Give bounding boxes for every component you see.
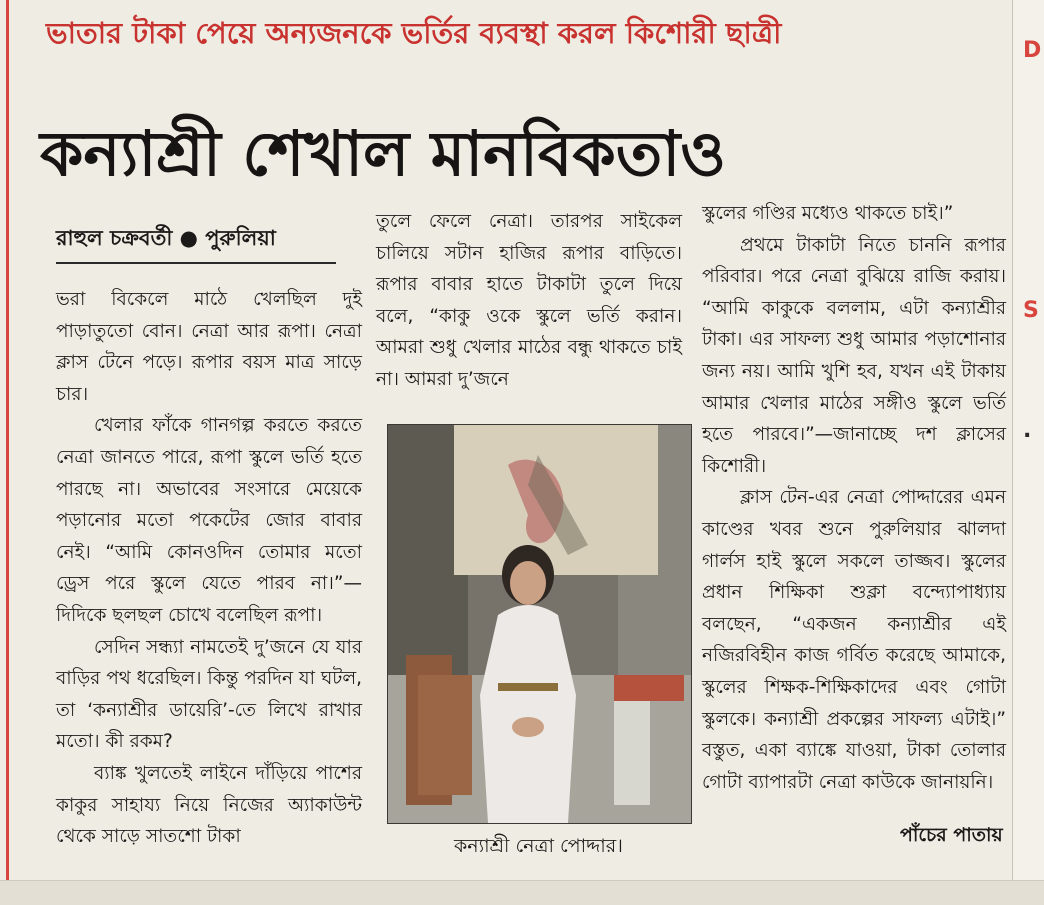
- page-margin-rule: [6, 0, 9, 904]
- article-column-1: [56, 284, 362, 853]
- article-headline: কন্যাশ্রী শেখাল মানবিকতাও: [40, 117, 726, 190]
- photo-caption: কন্যাশ্রী নেত্রা পোদ্দার।: [454, 835, 623, 857]
- paper-bottom-edge: [0, 880, 1044, 905]
- article-paragraph: ভরা বিকেলে মাঠে খেলছিল দুই পাড়াতুতো বোন। নেত্রা আর রূপা। নেত্রা ক্লাস টেনে পড়ে। রূপার বয়স মাত্র সাড়ে চার।: [56, 289, 362, 405]
- adjacent-page-fragment: D: [1023, 38, 1042, 63]
- adjacent-page-fragment: .: [1023, 418, 1032, 443]
- article-paragraph: খেলার ফাঁকে গানগল্প করতে করতে নেত্রা জানতে পারে, রূপা স্কুলে ভর্তি হতে পারছে না। অভাবের সংসারে মেয়েকে পড়ানোর মতো পকেটের জোর বাবার নেই। “আমি কোনওদিন তোমার মতো ড্রেস পরে স্কুলে যেতে পারব না।”—দিদিকে ছলছল চোখে বলেছিল রূপা।: [56, 415, 362, 626]
- article-column-2: [376, 206, 682, 396]
- adjacent-page-edge: [1012, 0, 1044, 904]
- article-photo: [387, 424, 692, 824]
- article-kicker: ভাতার টাকা পেয়ে অন্যজনকে ভর্তির ব্যবস্থা করল কিশোরী ছাত্রী: [46, 16, 782, 50]
- article-paragraph: ব্যাঙ্ক খুলতেই লাইনে দাঁড়িয়ে পাশের কাকুর সাহায্য নিয়ে নিজের অ্যাকাউন্ট থেকে সাড়ে সাতশো টাকা: [56, 762, 362, 848]
- article-paragraph: প্রথমে টাকাটা নিতে চাননি রূপার পরিবার। পরে নেত্রা বুঝিয়ে রাজি করায়। “আমি কাকুকে বললাম, এটা কন্যাশ্রীর টাকা। এর সাফল্য শুধু আমার পড়াশোনার জন্য নয়। আমি খুশি হব, যখন এই টাকায় আমার খেলার মাঠের সঙ্গীও স্কুলে ভর্তি হতে পারবে।”—জানাচ্ছে দশ ক্লাসের কিশোরী।: [702, 234, 1006, 477]
- article-paragraph: স্কুলের গণ্ডির মধ্যেও থাকতে চাই।”: [702, 203, 954, 224]
- girl-photo-illustration: [388, 425, 691, 823]
- adjacent-page-fragment: S: [1023, 298, 1039, 323]
- article-column-3: [702, 198, 1006, 798]
- article-paragraph: ক্লাস টেন-এর নেত্রা পোদ্দারের এমন কাণ্ডের খবর শুনে পুরুলিয়ার ঝালদা গার্লস হাই স্কুলে সকলে তাজ্জব। স্কুলের প্রধান শিক্ষিকা শুক্লা বন্দ্যোপাধ্যায় বলছেন, “একজন কন্যাশ্রীর এই নজিরবিহীন কাজ গর্বিত করেছে আমাকে, স্কুলের শিক্ষক-শিক্ষিকাদের এবং গোটা স্কুলকে। কন্যাশ্রী প্রকল্পের সাফল্য এটাই।” বস্তুত, একা ব্যাঙ্কে যাওয়া, টাকা তোলার গোটা ব্যাপারটা নেত্রা কাউকে জানায়নি।: [702, 487, 1006, 793]
- continued-on-page: পাঁচের পাতায়: [900, 824, 1003, 846]
- article-paragraph: সেদিন সন্ধ্যা নামতেই দু’জনে যে যার বাড়ির পথ ধরেছিল। কিন্তু পরদিন যা ঘটল, তা ‘কন্যাশ্রীর ডায়েরি’-তে লিখে রাখার মতো। কী রকম?: [56, 636, 363, 753]
- byline-divider: [56, 262, 336, 264]
- article-byline: রাহুল চক্রবর্তী ● পুরুলিয়া: [56, 226, 276, 250]
- article-paragraph: তুলে ফেলে নেত্রা। তারপর সাইকেল চালিয়ে সটান হাজির রূপার বাড়িতে। রূপার বাবার হাতে টাকাটা তুলে দিয়ে বলে, “কাকু ওকে স্কুলে ভর্তি করান। আমরা শুধু খেলার মাঠের বন্ধু থাকতে চাই না। আমরা দু’জনে: [376, 211, 682, 390]
